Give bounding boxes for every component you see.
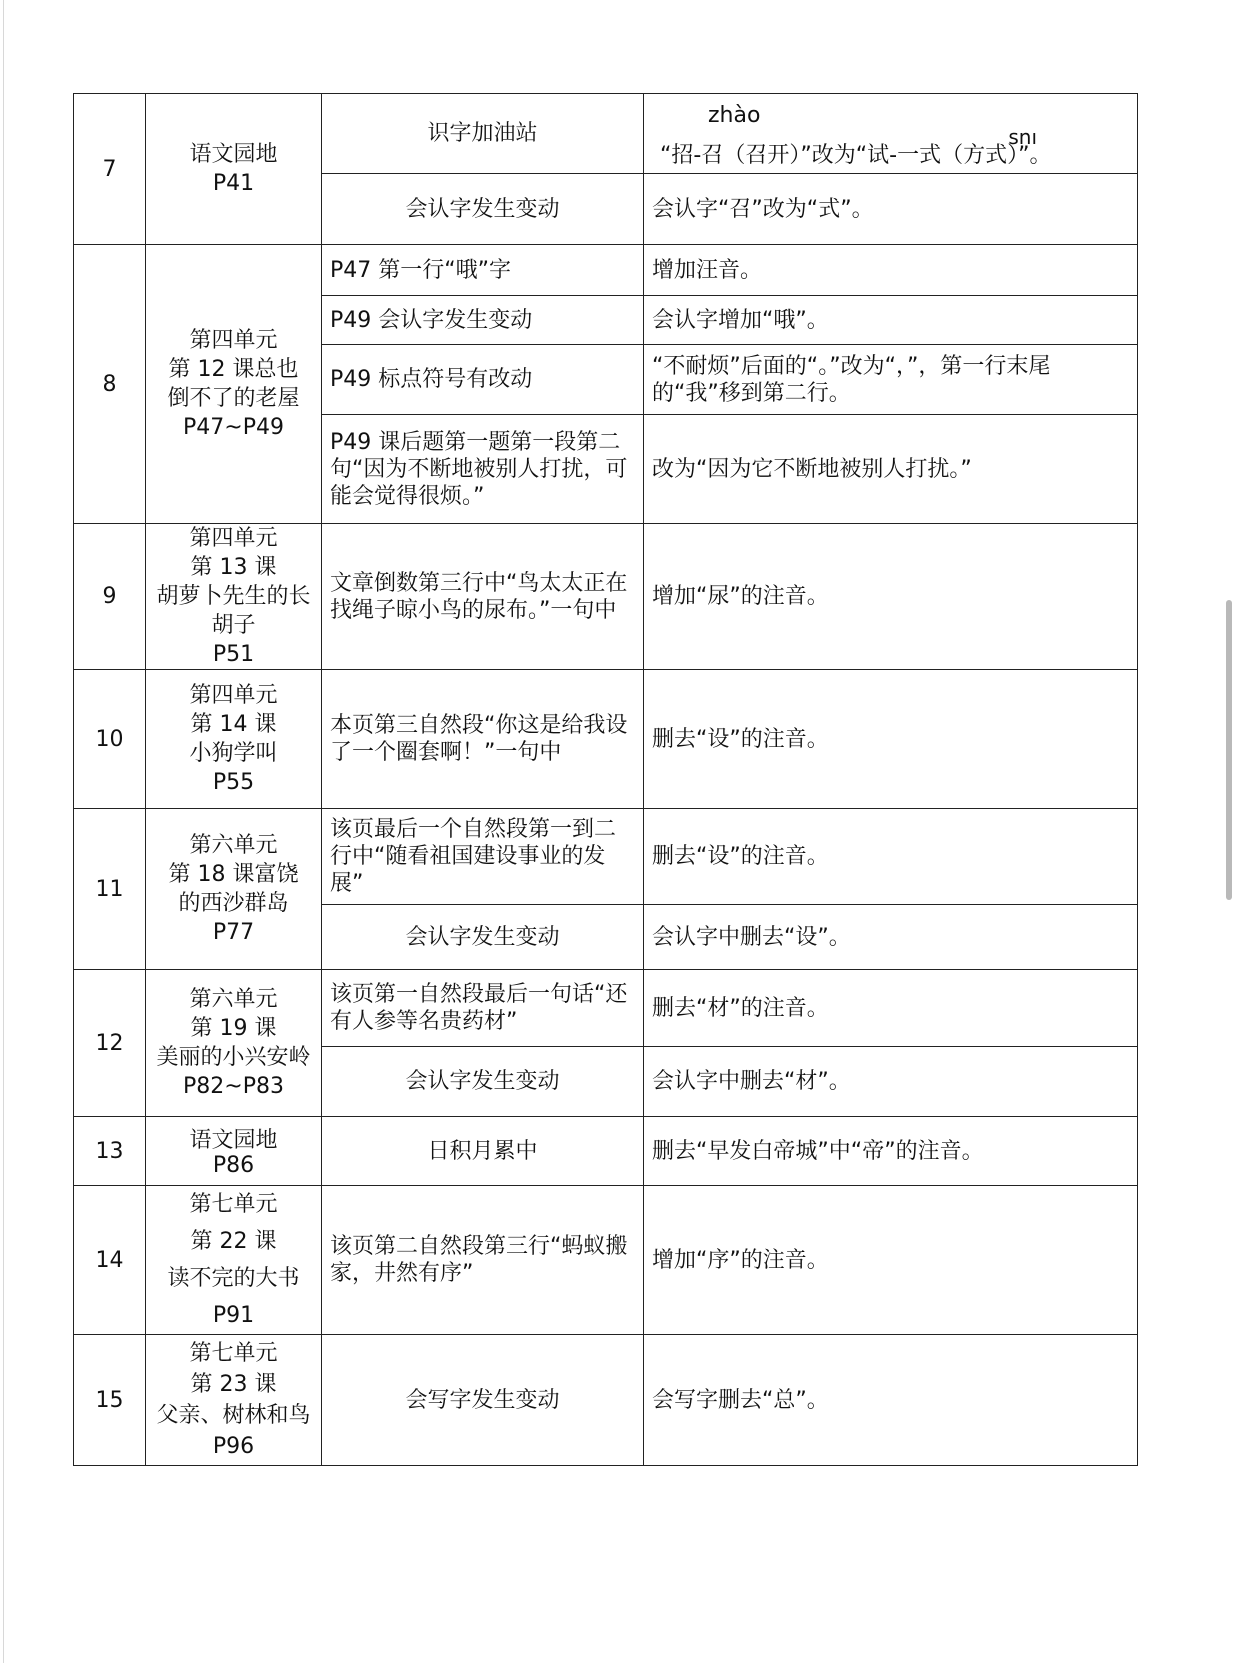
correction-cell: 增加“尿”的注音。 xyxy=(644,524,1138,670)
table-row xyxy=(74,970,1138,1047)
errata-table xyxy=(73,93,1138,1466)
table-row xyxy=(74,670,1138,809)
correction-text: “招-召（召开）”改为“试-一式（方式）”。 xyxy=(660,143,1052,168)
correction-cell: 删去“早发白帝城”中“帝”的注音。 xyxy=(644,1117,1138,1186)
table-row xyxy=(74,524,1138,670)
table-row xyxy=(74,245,1138,296)
pinyin-annotation: snı xyxy=(1008,125,1037,149)
location-cell: 文章倒数第三行中“鸟太太正在找绳子晾小鸟的尿布。”一句中 xyxy=(322,524,644,670)
row-number: 11 xyxy=(74,809,146,970)
correction-cell: 删去“设”的注音。 xyxy=(644,670,1138,809)
location-cell: 会认字发生变动 xyxy=(322,174,644,245)
location-cell: P47 第一行“哦”字 xyxy=(322,245,644,296)
correction-cell: 改为“因为它不断地被别人打扰。” xyxy=(644,415,1138,524)
correction-cell: 会认字增加“哦”。 xyxy=(644,296,1138,345)
lesson-cell: 第六单元 第 19 课 美丽的小兴安岭 P82~P83 xyxy=(146,970,322,1117)
correction-cell: 会认字中删去“设”。 xyxy=(644,905,1138,970)
location-cell: 该页最后一个自然段第一到二行中“随看祖国建设事业的发展” xyxy=(322,809,644,905)
row-number: 15 xyxy=(74,1335,146,1466)
table-row xyxy=(74,1335,1138,1466)
lesson-cell: 第六单元 第 18 课富饶 的西沙群岛 P77 xyxy=(146,809,322,970)
correction-cell: 删去“材”的注音。 xyxy=(644,970,1138,1047)
table-row xyxy=(74,94,1138,174)
lesson-cell: 第四单元 第 12 课总也 倒不了的老屋 P47~P49 xyxy=(146,245,322,524)
row-number: 10 xyxy=(74,670,146,809)
row-number: 14 xyxy=(74,1186,146,1335)
location-cell: P49 标点符号有改动 xyxy=(322,345,644,415)
row-number: 13 xyxy=(74,1117,146,1186)
location-cell: 会写字发生变动 xyxy=(322,1335,644,1466)
table-row xyxy=(74,809,1138,905)
location-cell: P49 课后题第一题第一段第二句“因为不断地被别人打扰，可能会觉得很烦。” xyxy=(322,415,644,524)
location-cell: 该页第一自然段最后一句话“还有人参等名贵药材” xyxy=(322,970,644,1047)
location-cell: P49 会认字发生变动 xyxy=(322,296,644,345)
correction-cell: 会认字“召”改为“式”。 xyxy=(644,174,1138,245)
table-row xyxy=(74,1186,1138,1335)
location-cell: 日积月累中 xyxy=(322,1117,644,1186)
scrollbar-thumb[interactable] xyxy=(1226,600,1232,900)
table-row xyxy=(74,1117,1138,1186)
location-cell: 识字加油站 xyxy=(322,94,644,174)
row-number: 8 xyxy=(74,245,146,524)
lesson-cell: 语文园地 P86 xyxy=(146,1117,322,1186)
location-cell: 本页第三自然段“你这是给我设了一个圈套啊！”一句中 xyxy=(322,670,644,809)
page-edge xyxy=(3,0,4,1663)
correction-cell xyxy=(644,94,1138,174)
correction-cell: 增加汪音。 xyxy=(644,245,1138,296)
correction-cell: 会写字删去“总”。 xyxy=(644,1335,1138,1466)
location-cell: 会认字发生变动 xyxy=(322,905,644,970)
correction-cell: 增加“序”的注音。 xyxy=(644,1186,1138,1335)
correction-cell: “不耐烦”后面的“。”改为“，”，第一行末尾的“我”移到第二行。 xyxy=(644,345,1138,415)
correction-cell: 会认字中删去“材”。 xyxy=(644,1047,1138,1117)
lesson-cell: 第四单元 第 14 课 小狗学叫 P55 xyxy=(146,670,322,809)
row-number: 7 xyxy=(74,94,146,245)
pinyin-annotation: zhào xyxy=(708,103,761,128)
row-number: 12 xyxy=(74,970,146,1117)
row-number: 9 xyxy=(74,524,146,670)
location-cell: 该页第二自然段第三行“蚂蚁搬家，井然有序” xyxy=(322,1186,644,1335)
lesson-cell: 语文园地 P41 xyxy=(146,94,322,245)
lesson-cell: 第七单元 第 23 课 父亲、树林和鸟 P96 xyxy=(146,1335,322,1466)
lesson-cell: 第四单元 第 13 课 胡萝卜先生的长 胡子 P51 xyxy=(146,524,322,670)
lesson-cell: 第七单元 第 22 课 读不完的大书 P91 xyxy=(146,1186,322,1335)
location-cell: 会认字发生变动 xyxy=(322,1047,644,1117)
correction-cell: 删去“设”的注音。 xyxy=(644,809,1138,905)
